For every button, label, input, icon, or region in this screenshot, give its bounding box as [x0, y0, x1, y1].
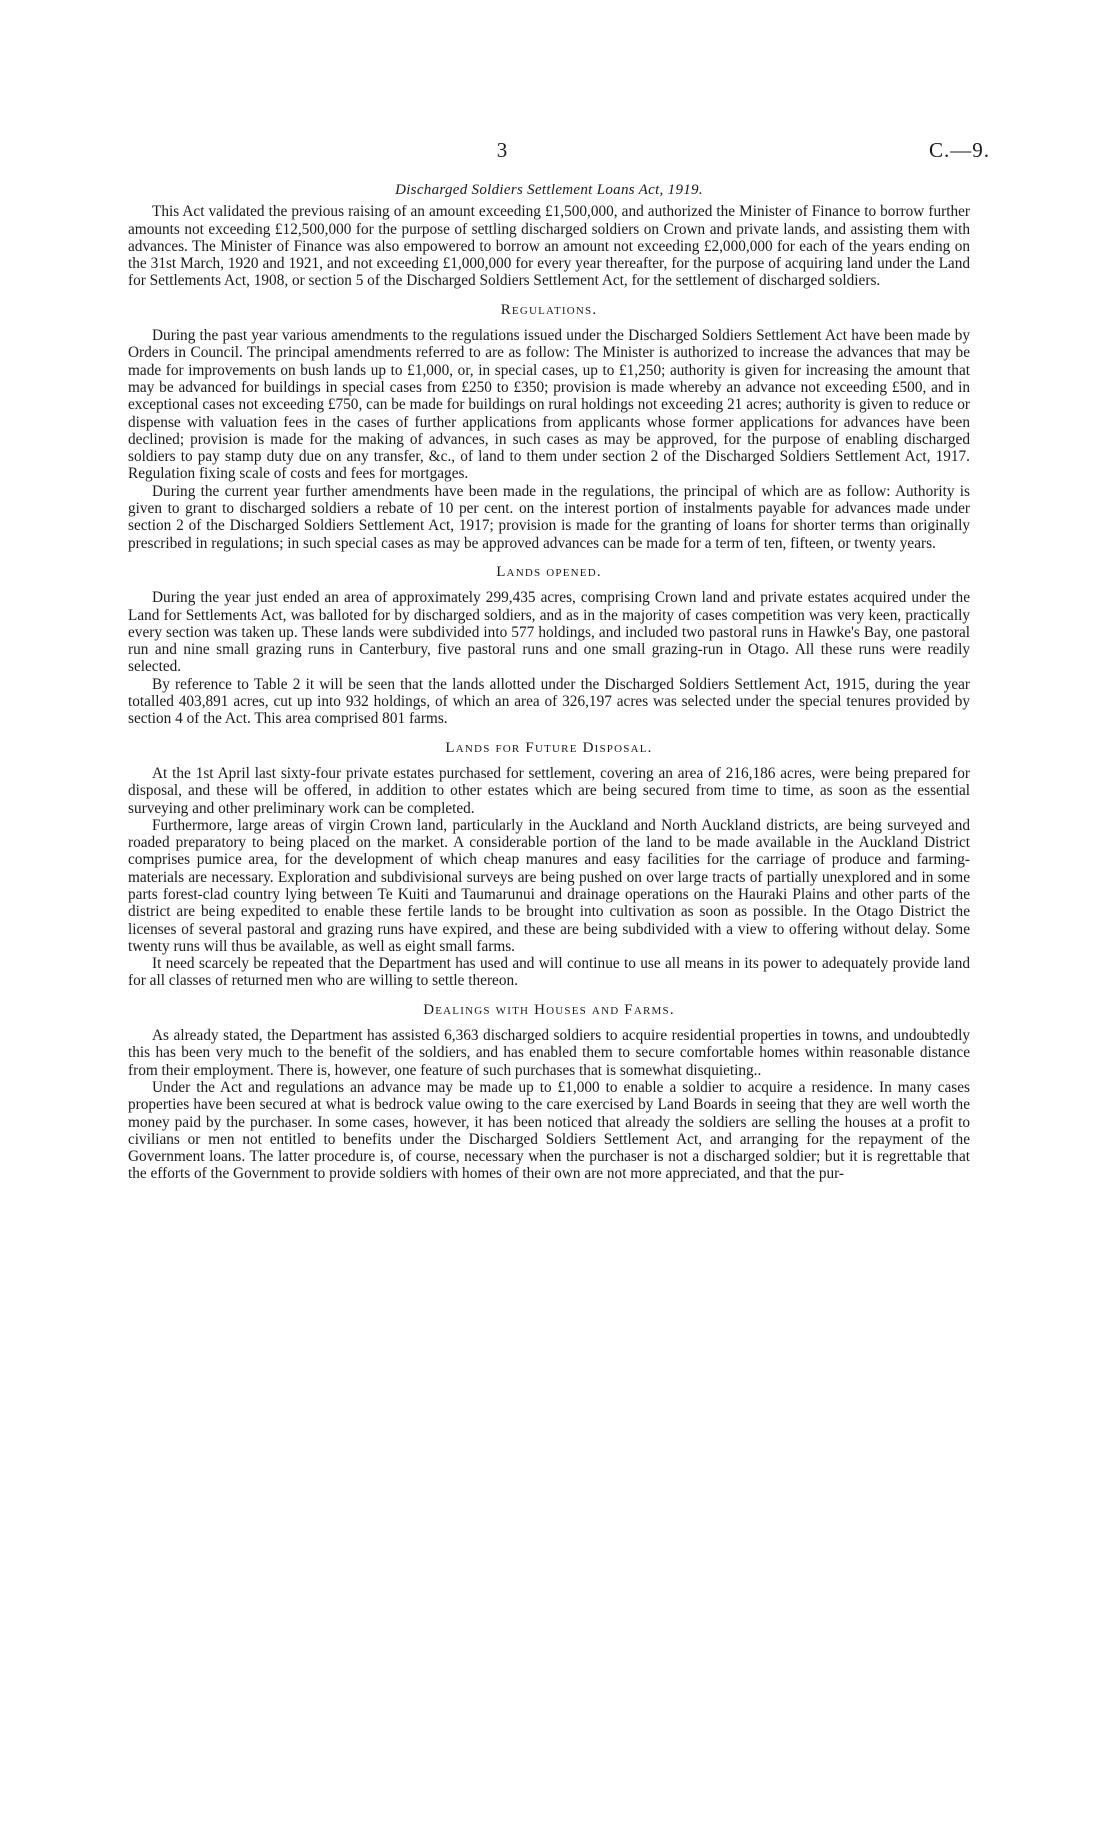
- page-header: [0, 138, 1114, 168]
- paragraph: Furthermore, large areas of virgin Crown land, particularly in the Auckland and North Auckland districts, are being surveyed and roaded preparatory to being placed on the market. A considerable portion of the land to be made available in the Auckland District comprises pumice area, for the development of which cheap manures and easy facilities for the carriage of produce and farming-materials are necessary. Exploration and subdivisional surveys are being pushed on over large tracts of partially unexplored and in some parts forest-clad country lying between Te Kuiti and Taumarunui and drainage operations on the Hauraki Plains and other parts of the district are being expedited to enable these fertile lands to be brought into cultivation as soon as possible. In the Otago District the licenses of several pastoral and grazing runs have expired, and these are being subdivided with a view to offering without delay. Some twenty runs will thus be available, as well as eight small farms.: [128, 816, 970, 955]
- section-title: Lands for Future Disposal.: [445, 739, 653, 756]
- paragraph: By reference to Table 2 it will be seen that the lands allotted under the Discharged Soldiers Settlement Act, 1915, during the year totalled 403,891 acres, cut up into 932 holdings, of which an area of 326,197 acres was selected under the special tenures provided by section 4 of the Act. This area comprised 801 farms.: [128, 675, 970, 728]
- paragraph: During the year just ended an area of approximately 299,435 acres, comprising Crown land and private estates acquired under the Land for Settlements Act, was balloted for by discharged soldiers, and as in the majority of cases competition was very keen, practically every section was taken up. These lands were subdivided into 577 holdings, and included two pastoral runs in Hawke's Bay, one pastoral run and nine small grazing runs in Canterbury, five pastoral runs and one small grazing-run in Otago. All these runs were readily selected.: [128, 589, 970, 676]
- section-lands-opened: [128, 564, 970, 728]
- document-reference: C.—9.: [928, 138, 990, 162]
- paragraph: During the past year various amendments to the regulations issued under the Discharged Soldiers Settlement Act have been made by Orders in Council. The principal amendments referred to are as follow: The Minister is authorized to increase the advances that may be made for improvements on bush lands up to £1,000, or, in special cases, up to £1,250; authority is given for increasing the amount that may be advanced for buildings in special cases from £250 to £350; provision is made whereby an advance not exceeding £500, and in exceptional cases not exceeding £750, can be made for buildings on rural holdings not exceeding 21 acres; authority is given to reduce or dispense with valuation fees in the cases of further applications from applicants whose former applications for advances have been declined; provision is made for the making of advances, in such cases as may be approved, for the purpose of enabling discharged soldiers to pay stamp duty due on any transfer, &c., of land to them under section 2 of the Discharged Soldiers Settlement Act, 1917. Regulation fixing scale of costs and fees for mortgages.: [128, 327, 970, 483]
- paragraph: This Act validated the previous raising of an amount exceeding £1,500,000, and authorized the Minister of Finance to borrow further amounts not exceeding £12,500,000 for the purpose of settling discharged soldiers on Crown and private lands, and assisting them with advances. The Minister of Finance was also empowered to borrow an amount not exceeding £2,000,000 for each of the years ending on the 31st March, 1920 and 1921, and not exceeding £1,000,000 for every year thereafter, for the purpose of acquiring land under the Land for Settlements Act, 1908, or section 5 of the Discharged Soldiers Settlement Act, for the settlement of discharged soldiers.: [128, 203, 970, 290]
- section-title: Dealings with Houses and Farms.: [423, 1001, 675, 1018]
- section-title: Discharged Soldiers Settlement Loans Act, 1919.: [395, 182, 703, 198]
- section-future-disposal: [128, 740, 970, 990]
- section-title: Regulations.: [500, 301, 598, 318]
- section-loans-act: [128, 182, 970, 290]
- page-number: 3: [496, 138, 508, 162]
- section-houses-farms: [128, 1002, 970, 1183]
- paragraph: As already stated, the Department has assisted 6,363 discharged soldiers to acquire residential properties in towns, and undoubtedly this has been very much to the benefit of the soldiers, and has enabled them to secure comfortable homes within reasonable distance from their employment. There is, however, one feature of such purchases that is somewhat disquieting..: [128, 1027, 970, 1079]
- document-body: [128, 182, 970, 1183]
- paragraph: At the 1st April last sixty-four private estates purchased for settlement, covering an area of 216,186 acres, were being prepared for disposal, and these will be offered, in addition to other estates which are being secured from time to time, as soon as the essential surveying and other preliminary work can be completed.: [128, 764, 970, 817]
- paragraph: Under the Act and regulations an advance may be made up to £1,000 to enable a soldier to acquire a residence. In many cases properties have been secured at what is bedrock value owing to the care exercised by Land Boards in seeing that they are well worth the money paid by the purchaser. In some cases, however, it has been noticed that already the soldiers are selling the houses at a profit to civilians or men not entitled to benefits under the Discharged Soldiers Settlement Act, and arranging for the repayment of the Government loans. The latter procedure is, of course, necessary when the purchaser is not a discharged soldier; but it is regrettable that the efforts of the Government to provide soldiers with homes of their own are not more appreciated, and that the pur-: [128, 1078, 970, 1183]
- paragraph: It need scarcely be repeated that the Department has used and will continue to use all means in its power to adequately provide land for all classes of returned men who are willing to settle thereon.: [128, 955, 970, 990]
- section-title: Lands opened.: [496, 563, 602, 580]
- paragraph: During the current year further amendments have been made in the regulations, the principal of which are as follow: Authority is given to grant to discharged soldiers a rebate of 10 per cent. on the interest portion of instalments payable for advances made under section 2 of the Discharged Soldiers Settlement Act, 1917; provision is made for the granting of loans for shorter terms than originally prescribed in regulations; in such special cases as may be approved advances can be made for a term of ten, fifteen, or twenty years.: [128, 482, 970, 552]
- section-regulations: [128, 302, 970, 552]
